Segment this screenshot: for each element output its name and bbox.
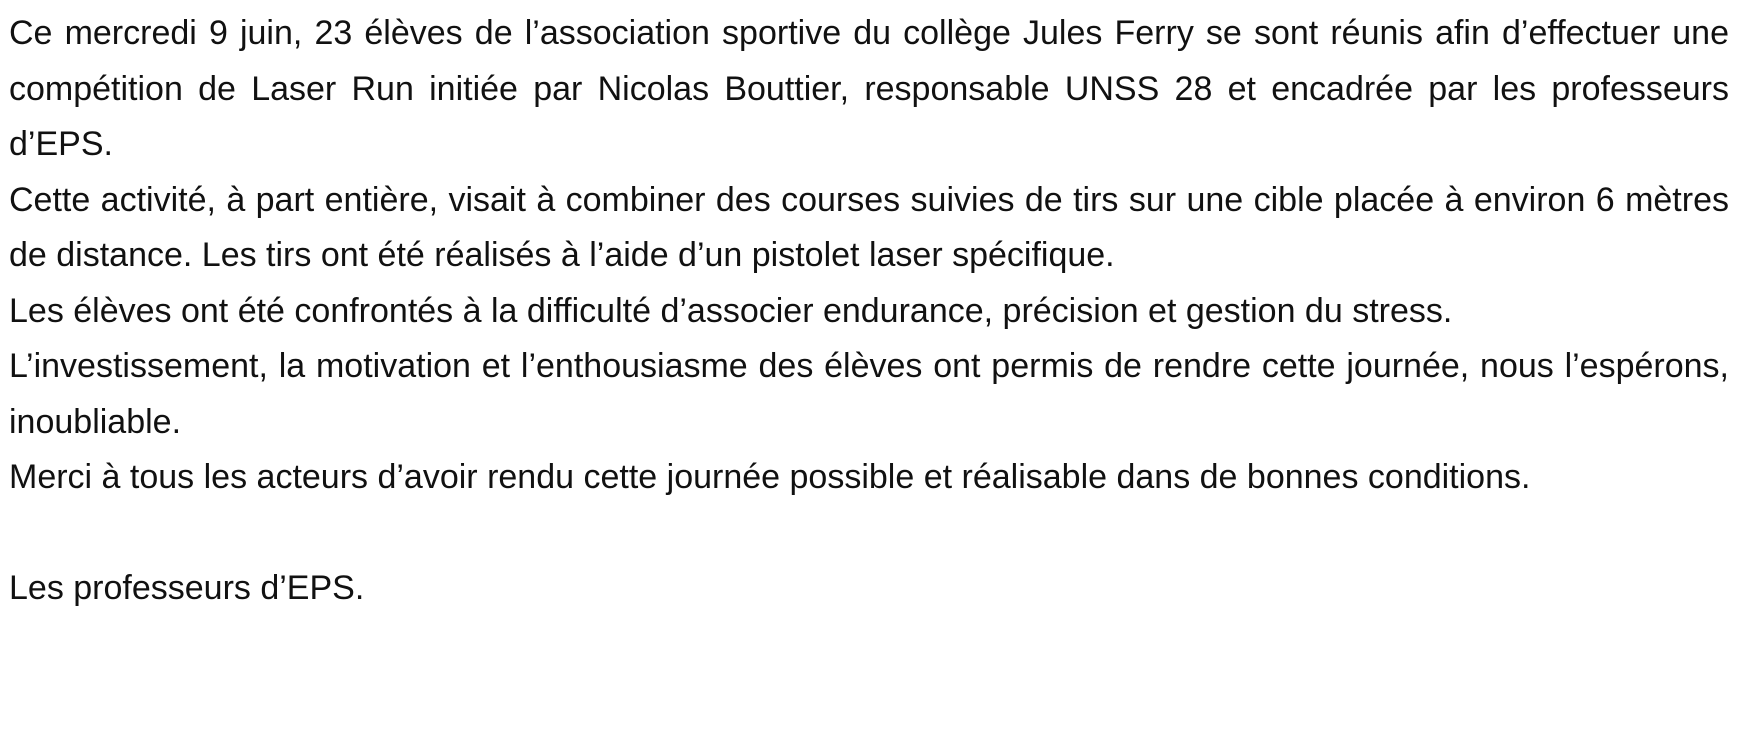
document-body [9, 6, 1729, 617]
paragraph-thanks: Merci à tous les acteurs d’avoir rendu cette journée possible et réalisable dans de bonnes conditions. [9, 458, 1531, 496]
paragraph-difficulty: Les élèves ont été confrontés à la difficulté d’associer endurance, précision et gestion du stress. [9, 291, 1453, 330]
paragraph-investment: L’investissement, la motivation et l’enthousiasme des élèves ont permis de rendre cette journée, nous l’espérons, inoubliable. [9, 347, 1729, 441]
blank-line [9, 506, 1729, 562]
signature: Les professeurs d’EPS. [9, 569, 365, 607]
paragraph-event-intro: Ce mercredi 9 juin, 23 élèves de l’association sportive du collège Jules Ferry se sont réunis afin d’effectuer une compétition de Laser Run initiée par Nicolas Bouttier, responsable UNSS 28 et encadrée par les professeurs d’EPS. [9, 14, 1729, 163]
paragraph-activity-description: Cette activité, à part entière, visait à combiner des courses suivies de tirs sur une cible placée à environ 6 mètres de distance. Les tirs ont été réalisés à l’aide d’un pistolet laser spécifique. [9, 180, 1729, 274]
